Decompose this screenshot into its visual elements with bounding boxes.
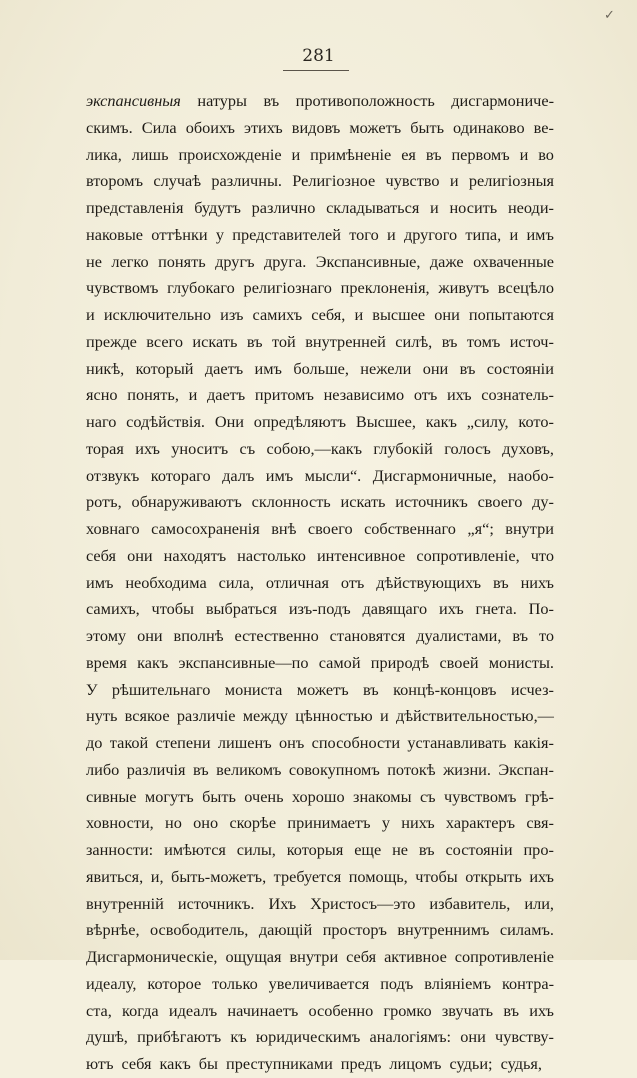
text-line: ютъ себя какъ бы преступниками предъ лицомъ судьи; судья, — [86, 1054, 542, 1073]
text-line: лика, лишь происхожденіе и примѣненіе ея въ первомъ и во — [86, 144, 554, 164]
text-line: вѣрнѣе, освободитель, дающій просторъ внутреннимъ силамъ. — [86, 920, 554, 940]
text-line: до такой степени лишенъ онъ способности устанавливать какія- — [86, 733, 554, 752]
text-line: ста, когда идеалъ начинаетъ особенно громко звучать въ ихъ — [86, 1000, 554, 1020]
page-number: 281 — [302, 46, 335, 66]
text-line: явиться, и, быть-можетъ, требуется помощь, чтобы открыть ихъ — [86, 866, 554, 886]
text-line: самихъ, чтобы выбраться изъ-подъ давящаго ихъ гнета. По- — [86, 599, 554, 619]
text-line: наковые оттѣнки у представителей того и другого типа, и имъ — [86, 224, 554, 244]
text-line: скимъ. Сила обоихъ этихъ видовъ можетъ быть одинаково ве- — [86, 117, 554, 137]
text-line: экспансивныя натуры въ противоположность дисгармониче- — [86, 91, 554, 110]
text-line: либо различія въ великомъ совокупномъ потокѣ жизни. Экспан- — [86, 759, 554, 779]
text-line: ясно понять, и даетъ притомъ независимо отъ ихъ сознатель- — [86, 385, 554, 405]
text-line: торая ихъ уноситъ съ собою,—какъ глубокій голосъ духовъ, — [86, 438, 554, 458]
text-line: прежде всего искать въ той внутренней силѣ, въ томъ источ- — [86, 331, 554, 351]
text-line: У рѣшительнаго мониста можетъ въ концѣ-концовъ исчез- — [86, 679, 554, 699]
text-line: имъ необходима сила, отличная отъ дѣйствующихъ въ нихъ — [86, 572, 554, 592]
text-line: время какъ экспансивные—по самой природѣ своей монисты. — [86, 652, 554, 672]
text-line: ховнаго самосохраненія внѣ своего собственнаго „я“; внутри — [86, 519, 554, 538]
text-line: нуть всякое различіе между цѣнностью и дѣйствительностью,— — [86, 706, 554, 726]
text-line: ротъ, обнаруживаютъ склонность искать источникъ своего ду- — [86, 492, 554, 512]
text-line: чувствомъ глубокаго религіознаго преклоненія, живутъ всецѣло — [86, 278, 554, 298]
text-line: наго содѣйствія. Они опредѣляютъ Высшее, какъ „силу, кото- — [86, 412, 554, 431]
text-line: себя они находятъ настолько интенсивное сопротивленіе, что — [86, 545, 554, 565]
text-line: внутренній источникъ. Ихъ Христосъ—это избавитель, или, — [86, 893, 554, 913]
text-line: Дисгармоническіе, ощущая внутри себя активное сопротивленіе — [86, 947, 554, 966]
text-line: идеалу, которое только увеличивается подъ вліяніемъ контра- — [86, 973, 554, 993]
text-line: не легко понять другъ друга. Экспансивные, даже охваченные — [86, 251, 554, 271]
text-line: сивные могутъ быть очень хорошо знакомы съ чувствомъ грѣ- — [86, 786, 554, 806]
text-line: душѣ, прибѣгаютъ къ юридическимъ аналогіямъ: они чувству- — [86, 1027, 554, 1047]
text-line: ховности, но оно скорѣе принимаетъ у нихъ характеръ свя- — [86, 813, 554, 833]
text-line: и исключительно изъ самихъ себя, и высшее они попытаются — [86, 305, 554, 324]
page-number-rule — [283, 70, 349, 71]
text-line: занности: имѣются силы, которыя еще не въ состояніи про- — [86, 840, 554, 859]
text-line: никѣ, который даетъ имъ больше, нежели они въ состояніи — [86, 358, 554, 378]
text-line: представленія будутъ различно складываться и носить неоди- — [86, 198, 554, 217]
corner-mark: ✓ — [604, 8, 615, 23]
text-line: отзвукъ котораго далъ имъ мысли“. Дисгармоничные, наобо- — [86, 465, 554, 485]
body-text — [86, 88, 554, 1078]
text-line: этому они вполнѣ естественно становятся дуалистами, въ то — [86, 626, 554, 645]
text-line: второмъ случаѣ различны. Религіозное чувство и религіозныя — [86, 171, 554, 191]
